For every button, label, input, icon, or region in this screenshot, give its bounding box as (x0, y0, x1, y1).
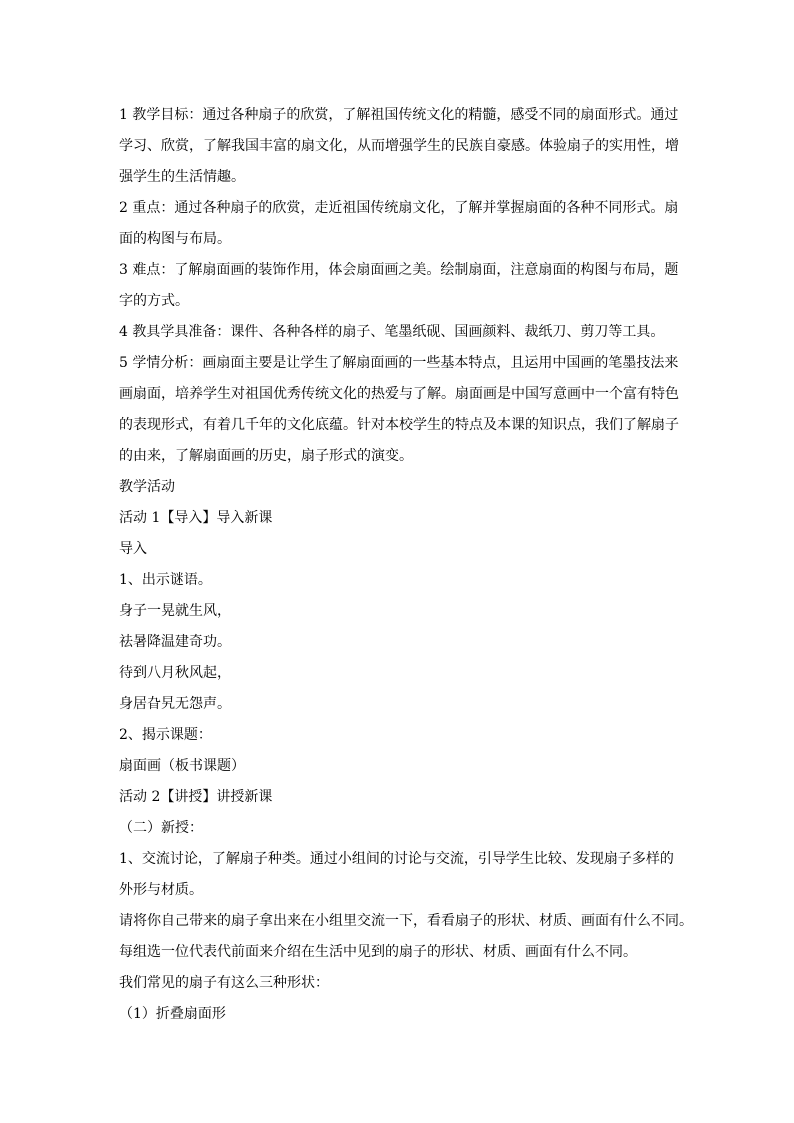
discussion-line-1: 1、交流讨论，了解扇子种类。通过小组间的讨论与交流，引导学生比较、发现扇子多样的 (119, 851, 674, 867)
objective-line-2: 学习、欣赏，了解我国丰富的扇文化，从而增强学生的民族自豪感。体验扇子的实用性，增 (119, 138, 679, 154)
riddle-line-2: 祛暑降温建奇功。 (119, 634, 231, 650)
teaching-activities-heading: 教学活动 (119, 479, 175, 495)
folding-fan-item: （1）折叠扇面形 (119, 1006, 226, 1022)
activity-1-heading: 活动 1【导入】导入新课 (119, 510, 273, 526)
representative-line: 每组选一位代表代前面来介绍在生活中见到的扇子的形状、材质、画面有什么不同。 (119, 944, 637, 960)
riddle-line-1: 身子一晃就生风， (119, 603, 231, 619)
discussion-line-2: 外形与材质。 (119, 882, 203, 898)
analysis-line-3: 的表现形式，有着几千年的文化底蕴。针对本校学生的特点及本课的知识点，我们了解扇子 (119, 417, 679, 433)
objective-line-3: 强学生的生活情趣。 (119, 169, 245, 185)
analysis-line-2: 画扇面，培养学生对祖国优秀传统文化的热爱与了解。扇面画是中国写意画中一个富有特色 (119, 386, 679, 402)
riddle-line-3: 待到八月秋风起， (119, 665, 231, 681)
exchange-line: 请将你自己带来的扇子拿出来在小组里交流一下，看看扇子的形状、材质、画面有什么不同。 (119, 913, 693, 929)
new-lesson-heading: （二）新授： (119, 820, 203, 836)
riddle-step: 1、出示谜语。 (119, 572, 212, 588)
key-point-line-1: 2 重点：通过各种扇子的欣赏，走近祖国传统扇文化，了解并掌握扇面的各种不同形式。扇 (119, 200, 679, 216)
analysis-line-1: 5 学情分析：画扇面主要是让学生了解扇面画的一些基本特点，且运用中国画的笔墨技法来 (119, 355, 679, 371)
intro-label: 导入 (119, 541, 147, 557)
reveal-topic-step: 2、揭示课题： (119, 727, 212, 743)
difficulty-line-2: 字的方式。 (119, 293, 189, 309)
key-point-line-2: 面的构图与布局。 (119, 231, 231, 247)
activity-2-heading: 活动 2【讲授】讲授新课 (119, 789, 273, 805)
analysis-line-4: 的由来，了解扇面画的历史，扇子形式的演变。 (119, 448, 413, 464)
objective-line-1: 1 教学目标：通过各种扇子的欣赏，了解祖国传统文化的精髓，感受不同的扇面形式。通过 (119, 107, 679, 123)
topic-title-line: 扇面画（板书课题） (119, 758, 245, 774)
shapes-intro-line: 我们常见的扇子有这么三种形状： (119, 975, 329, 991)
document-body (119, 100, 693, 1030)
riddle-line-4: 身居旮旯无怨声。 (119, 696, 231, 712)
materials-line: 4 教具学具准备：课件、各种各样的扇子、笔墨纸砚、国画颜料、裁纸刀、剪刀等工具。 (119, 324, 665, 340)
difficulty-line-1: 3 难点：了解扇面画的装饰作用，体会扇面画之美。绘制扇面，注意扇面的构图与布局，题 (119, 262, 679, 278)
